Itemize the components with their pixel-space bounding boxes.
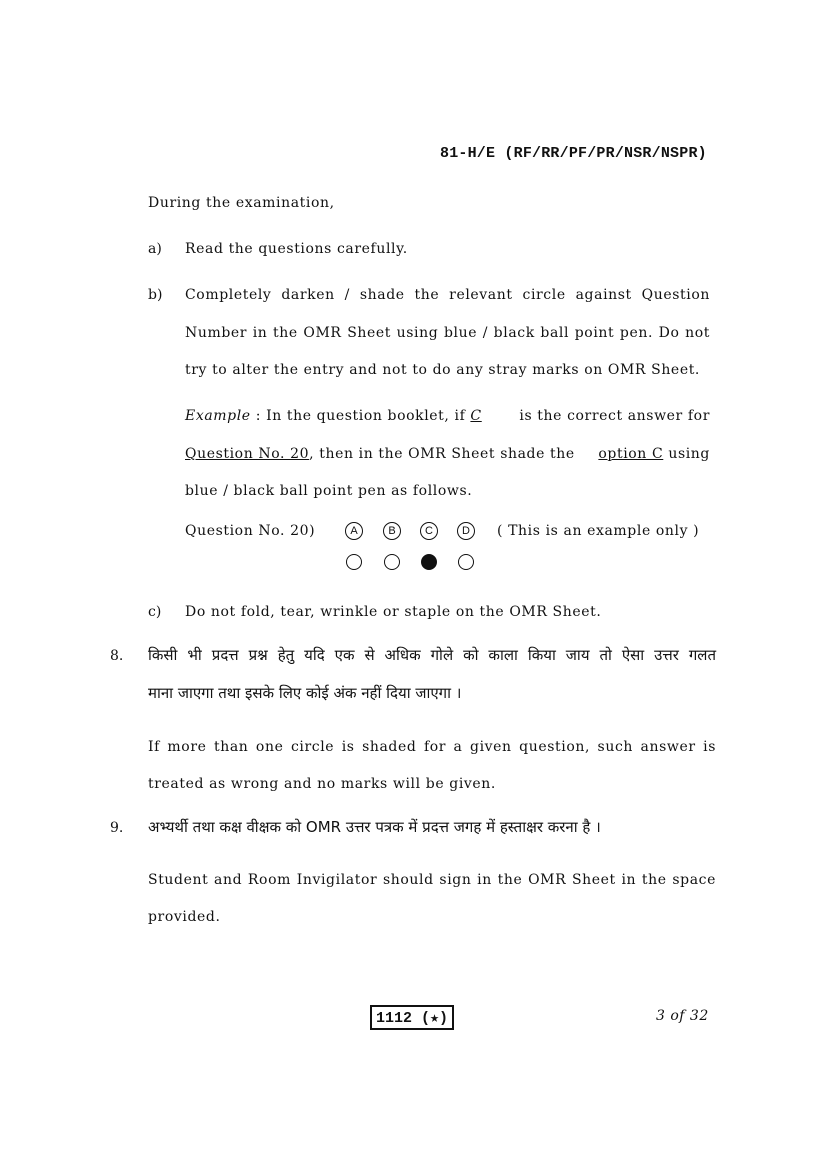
point-9-number: 9. — [110, 820, 124, 836]
item-b-line-1: Completely darken / shade the relevant circle against Question — [185, 287, 710, 303]
point-9-english-line-1: Student and Room Invigilator should sign in the OMR Sheet in the space — [148, 872, 716, 888]
point-9-english-line-2: provided. — [148, 909, 221, 925]
example-line2-mid: , then in the OMR Sheet shade the — [309, 446, 575, 462]
point-8-hindi-line-2: माना जाएगा तथा इसके लिए कोई अंक नहीं दिया जाएगा । — [148, 684, 462, 702]
example-question-label: Question No. 20) — [185, 523, 316, 539]
bubble-b-icon — [384, 554, 400, 570]
example-line-3: blue / black ball point pen as follows. — [185, 483, 473, 499]
page-number: 3 of 32 — [656, 1008, 709, 1024]
item-c-text: Do not fold, tear, wrinkle or staple on the OMR Sheet. — [185, 604, 602, 620]
paper-code-header: 81-H/E (RF/RR/PF/PR/NSR/NSPR) — [440, 145, 707, 162]
item-a-marker: a) — [148, 241, 162, 257]
example-line-1 — [185, 408, 710, 424]
example-line1-pre: : In the question booklet, if — [250, 408, 471, 424]
example-question-ref: Question No. 20 — [185, 446, 310, 462]
item-a-text: Read the questions carefully. — [185, 241, 408, 257]
bubble-a-icon — [346, 554, 362, 570]
booklet-code-badge: 1112 (★) — [370, 1005, 454, 1030]
bubble-c-filled-icon — [421, 554, 437, 570]
option-c-label-icon: C — [420, 522, 438, 540]
item-b-line-2: Number in the OMR Sheet using blue / black ball point pen. Do not — [185, 325, 710, 341]
item-b-line-3: try to alter the entry and not to do any stray marks on OMR Sheet. — [185, 362, 700, 378]
example-line1-post: is the correct answer for — [519, 408, 710, 424]
example-option-c: C — [470, 408, 482, 424]
point-8-number: 8. — [110, 648, 124, 664]
example-label: Example — [185, 408, 251, 424]
example-line-2 — [185, 446, 710, 462]
example-option-ref: option C — [598, 446, 664, 462]
example-line2-post: using — [663, 446, 710, 462]
point-8-english-line-1: If more than one circle is shaded for a given question, such answer is — [148, 739, 716, 755]
option-b-label-icon: B — [383, 522, 401, 540]
item-c-marker: c) — [148, 604, 162, 620]
option-a-label-icon: A — [345, 522, 363, 540]
point-8-hindi-line-1: किसी भी प्रदत्त प्रश्न हेतु यदि एक से अधिक गोले को काला किया जाय तो ऐसा उत्तर गलत — [148, 646, 716, 664]
point-8-english-line-2: treated as wrong and no marks will be given. — [148, 776, 496, 792]
option-d-label-icon: D — [457, 522, 475, 540]
example-note: ( This is an example only ) — [497, 523, 700, 539]
item-b-marker: b) — [148, 287, 163, 303]
intro-text: During the examination, — [148, 195, 335, 211]
bubble-d-icon — [458, 554, 474, 570]
point-9-hindi-line-1: अभ्यर्थी तथा कक्ष वीक्षक को OMR उत्तर पत्रक में प्रदत्त जगह में हस्ताक्षर करना है । — [148, 818, 601, 836]
